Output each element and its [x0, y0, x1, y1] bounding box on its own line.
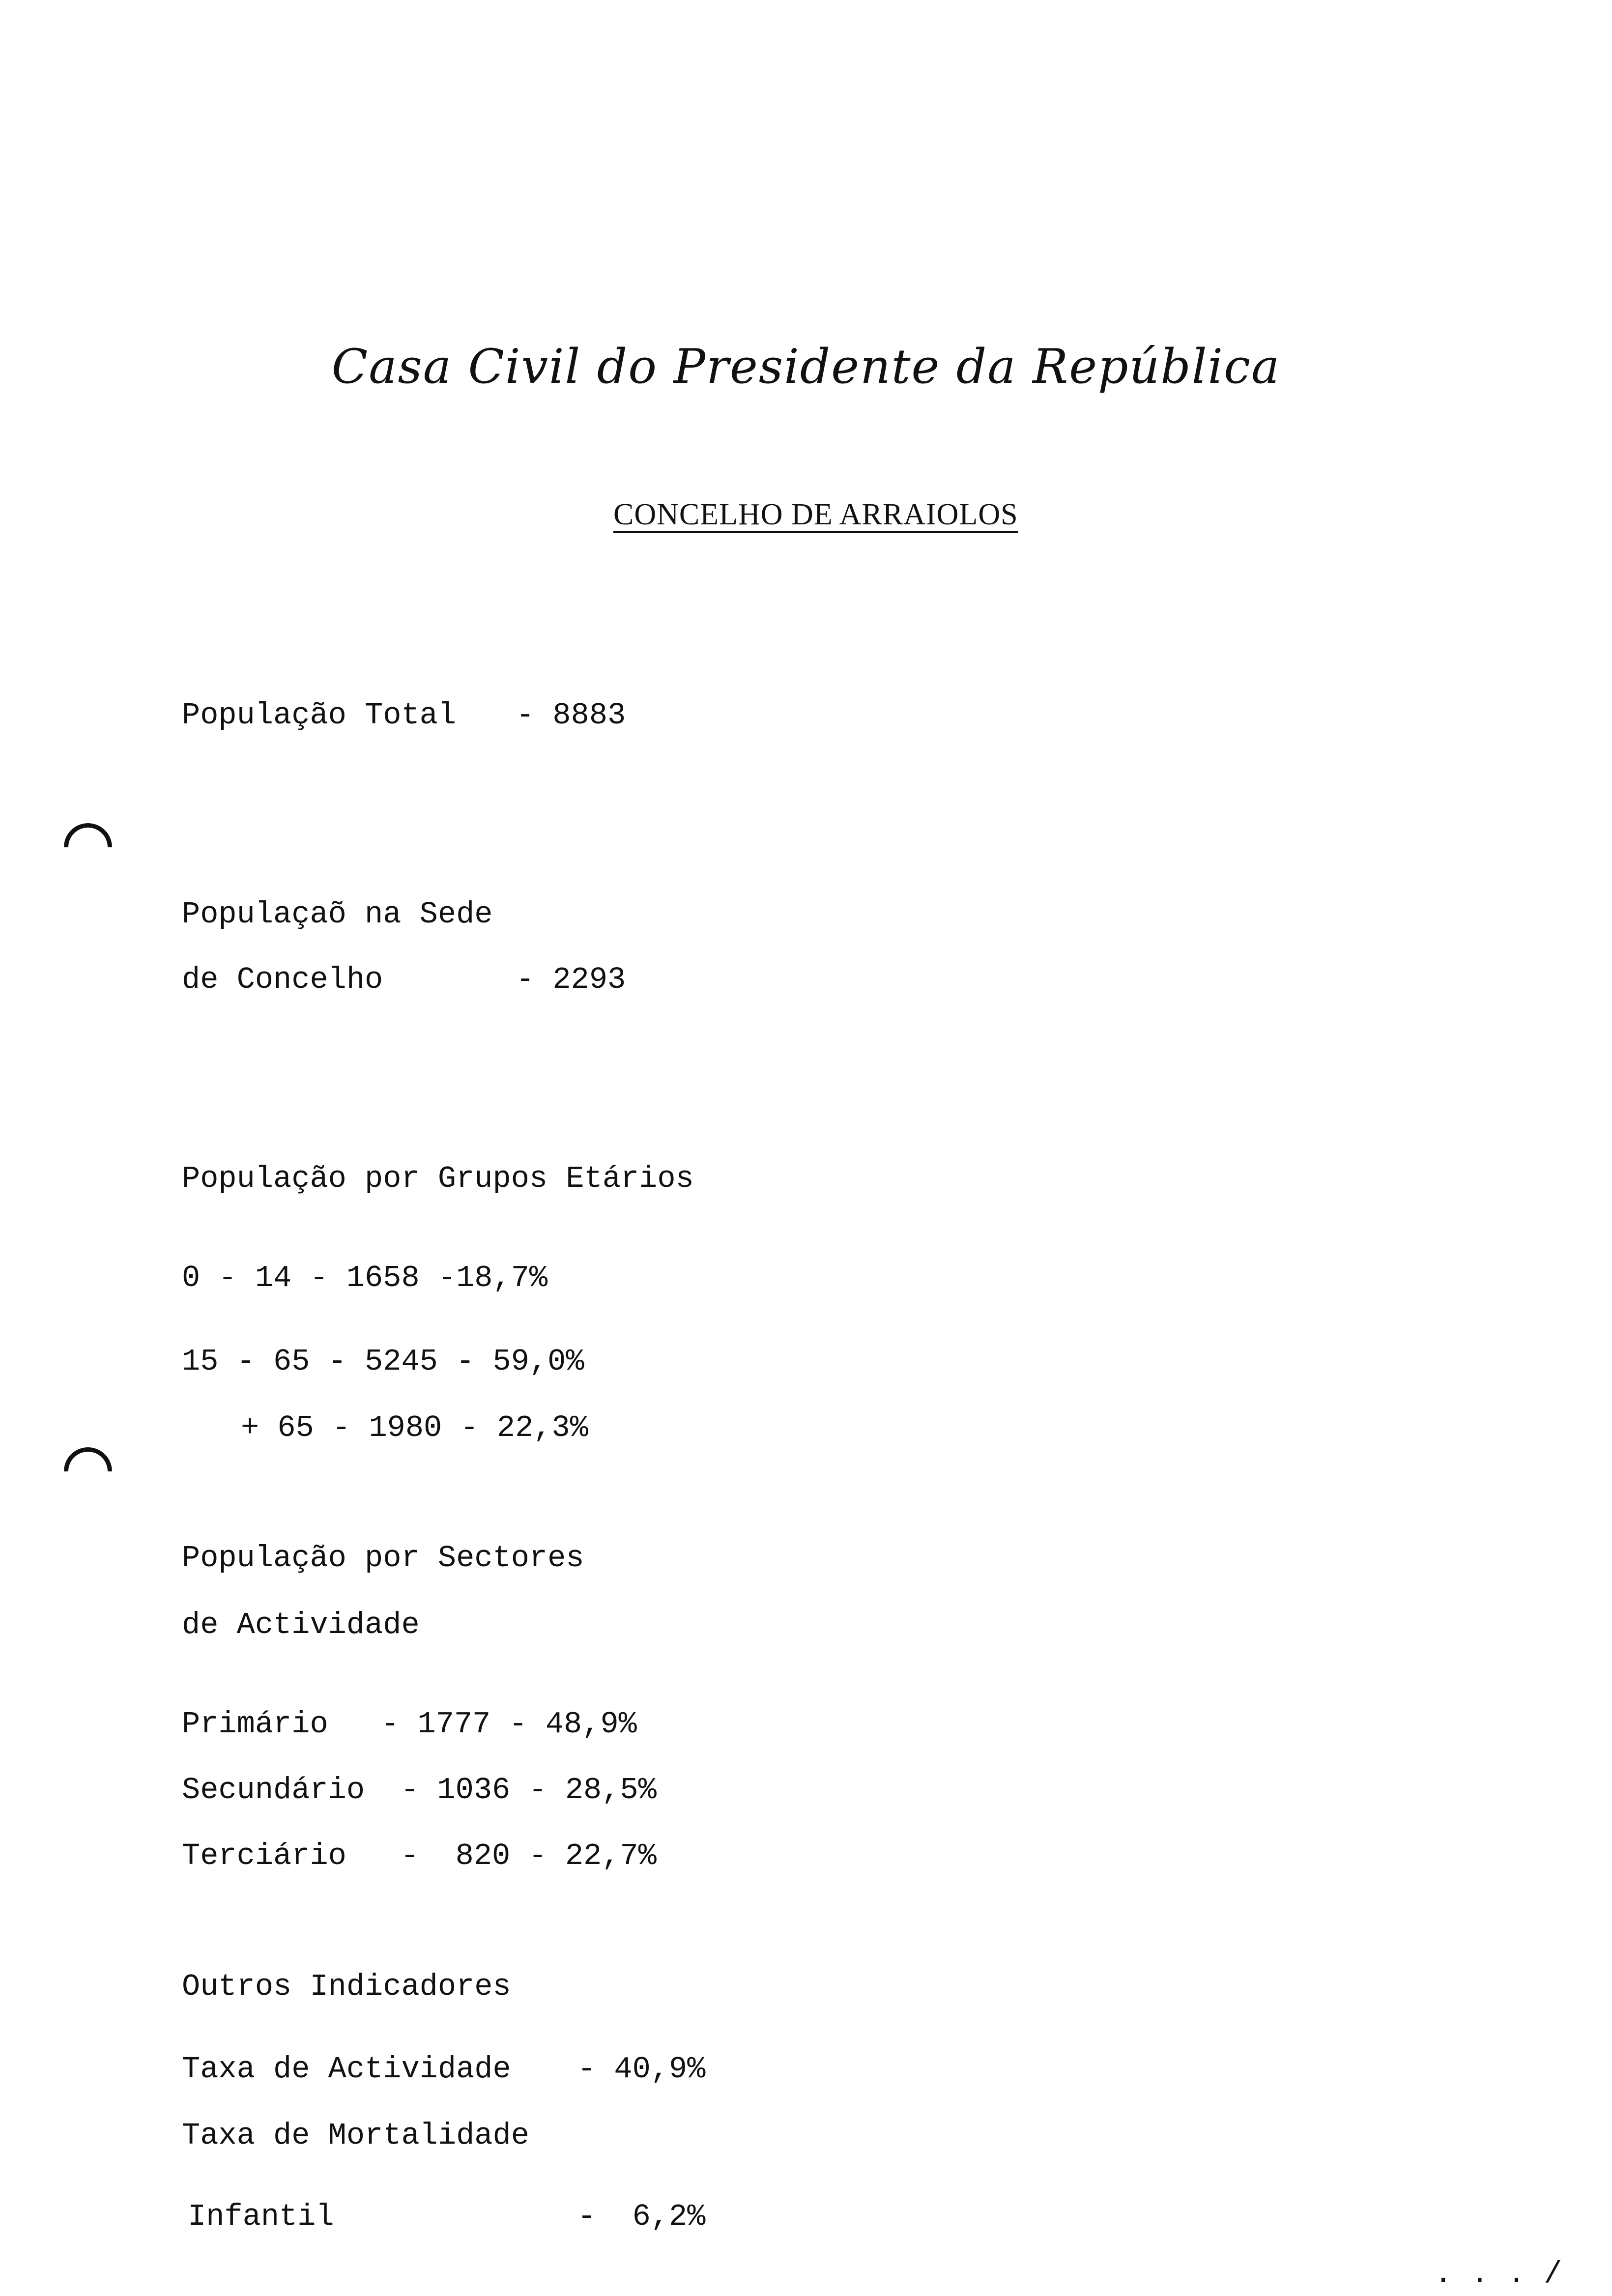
sector-label: Primário [182, 1707, 328, 1742]
population-seat-label: Populaçaõ na Sede [182, 897, 493, 932]
age-groups-heading: População por Grupos Etários [182, 1161, 694, 1196]
age-group-row: 15 - 65 - 5245 - 59,0% [182, 1344, 584, 1379]
age-group-row: + 65 - 1980 - 22,3% [241, 1410, 588, 1445]
punch-hole-mark [54, 1437, 122, 1506]
population-seat-label-line2: de Concelho [182, 962, 383, 997]
sector-value: - 1777 - 48,9% [381, 1707, 637, 1742]
sector-label: Terciário [182, 1838, 346, 1873]
activity-rate-value: - 40,9% [577, 2052, 706, 2087]
sectors-heading: População por Sectores [182, 1541, 584, 1576]
letterhead: Casa Civil do Presidente da República [331, 339, 1281, 394]
punch-hole-mark [54, 813, 122, 882]
population-total-value: - 8883 [516, 698, 626, 733]
population-seat-value: - 2293 [516, 962, 626, 997]
continued-mark: . . . / [1434, 2257, 1562, 2292]
population-total-label: População Total [182, 698, 457, 733]
sector-value: - 1036 - 28,5% [401, 1773, 657, 1808]
sector-label: Secundário [182, 1773, 365, 1808]
infant-mortality-label: Infantil [188, 2199, 334, 2234]
activity-rate-label: Taxa de Actividade [182, 2052, 511, 2087]
infant-mortality-value: - 6,2% [577, 2199, 706, 2234]
age-group-row: 0 - 14 - 1658 -18,7% [182, 1261, 548, 1295]
sector-value: - 820 - 22,7% [401, 1838, 657, 1873]
other-indicators-heading: Outros Indicadores [182, 1969, 511, 2004]
sectors-heading-line2: de Actividade [182, 1607, 420, 1642]
page-title: CONCELHO DE ARRAIOLOS [613, 498, 1018, 531]
mortality-label: Taxa de Mortalidade [182, 2118, 529, 2153]
